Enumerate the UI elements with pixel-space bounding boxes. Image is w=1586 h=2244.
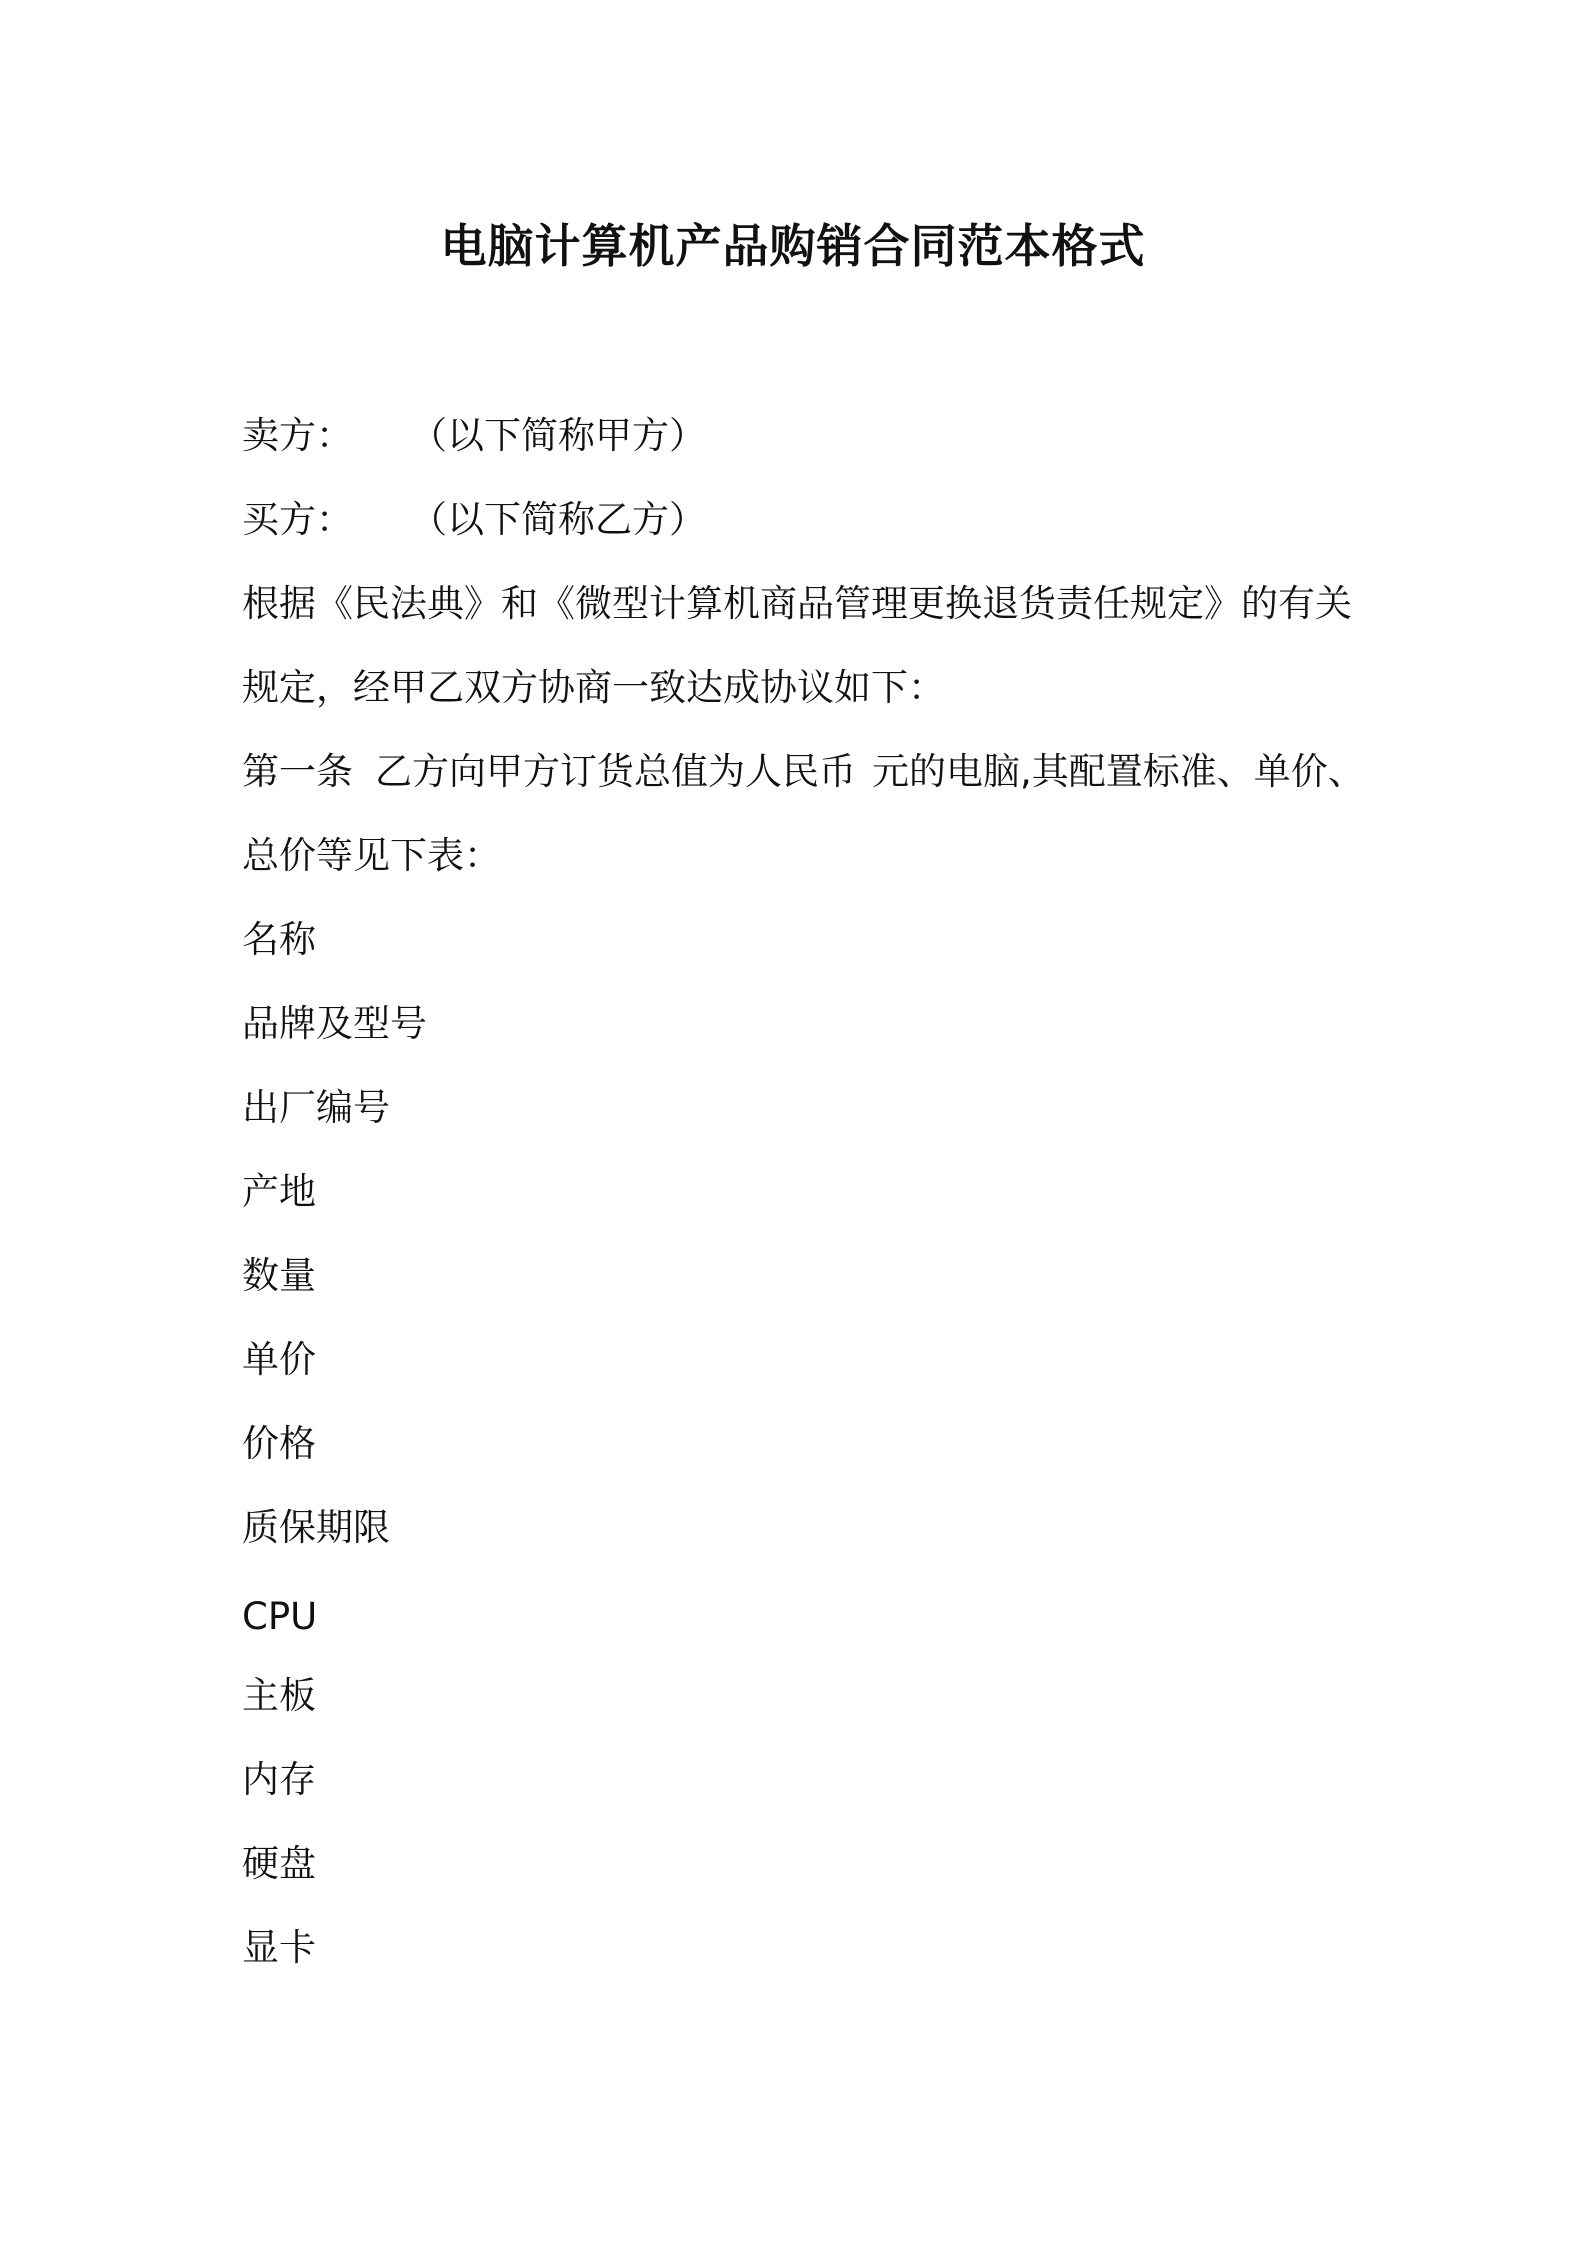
buyer-label: 买方： [242,498,353,541]
preamble-line-2: 规定，经甲乙双方协商一致达成协议如下： [242,666,945,709]
article-1-line-2: 总价等见下表： [242,834,501,877]
article-1-text-part-1: 乙方向甲方订货总值为人民币 [375,750,856,793]
article-1-line-1 [242,747,1365,797]
buyer-line [242,495,706,545]
article-1-number: 第一条 [242,750,353,793]
seller-note: （以下简称甲方） [410,414,706,457]
field-serial-number: 出厂编号 [242,1086,390,1129]
field-hard-disk: 硬盘 [242,1842,316,1885]
preamble-line-1: 根据《民法典》和《微型计算机商品管理更换退货责任规定》的有关 [242,582,1352,625]
field-brand-model: 品牌及型号 [242,1002,427,1045]
field-name: 名称 [242,918,316,961]
field-price: 价格 [242,1422,316,1465]
field-memory: 内存 [242,1758,316,1801]
field-origin: 产地 [242,1170,316,1213]
field-motherboard: 主板 [242,1674,316,1717]
field-graphics-card: 显卡 [242,1926,316,1969]
seller-line [242,411,706,461]
field-cpu: CPU [242,1595,318,1638]
buyer-note: （以下简称乙方） [410,498,706,541]
field-quantity: 数量 [242,1254,316,1297]
document-title: 电脑计算机产品购销合同范本格式 [440,219,1146,273]
article-1-text-part-2: 元的电脑,其配置标准、单价、 [872,750,1365,793]
field-warranty-period: 质保期限 [242,1506,390,1549]
seller-label: 卖方： [242,414,353,457]
field-unit-price: 单价 [242,1338,316,1381]
